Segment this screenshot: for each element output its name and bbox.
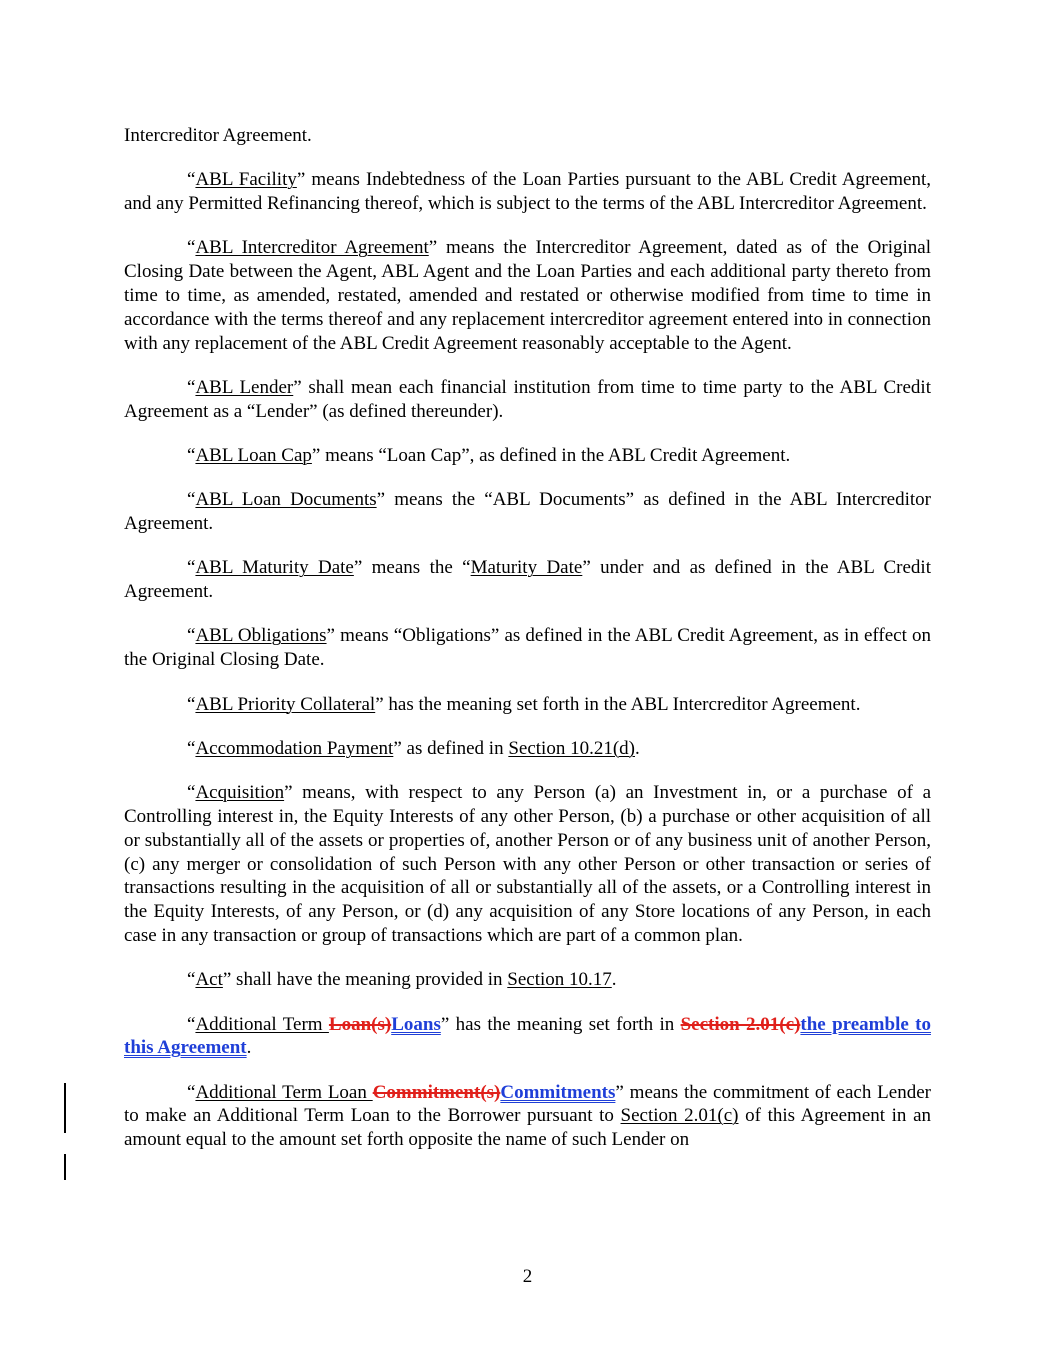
definition-abl-lender: “ABL Lender” shall mean each financial institution from time to time party to the ABL Credit Agreement as a “Lender” (as defined thereunder). [124, 376, 931, 422]
section-reference: Section 2.01(c) [620, 1105, 739, 1127]
defined-term: ABL Priority Collateral [195, 693, 376, 715]
term-reference: Maturity Date [470, 557, 583, 579]
definition-abl-maturity-date: “ABL Maturity Date” means the “Maturity Date” under and as defined in the ABL Credit Agreement. [124, 557, 931, 603]
inserted-text: Commitments [500, 1081, 616, 1103]
defined-term: ABL Maturity Date [195, 557, 354, 579]
inserted-text: Loans [391, 1013, 441, 1035]
section-reference: Section 10.21(d) [508, 737, 635, 759]
definition-abl-loan-documents: “ABL Loan Documents” means the “ABL Documents” as defined in the ABL Intercreditor Agreement. [124, 489, 932, 535]
change-bar [64, 1083, 66, 1133]
defined-term: Additional Term [195, 1013, 329, 1035]
defined-term: ABL Intercreditor Agreement [195, 237, 429, 259]
definition-abl-obligations: “ABL Obligations” means “Obligations” as defined in the ABL Credit Agreement, as in effect on the Original Closing Date. [124, 625, 931, 671]
change-bar [64, 1154, 66, 1180]
deleted-text: Commitment(s) [372, 1081, 501, 1103]
defined-term: ABL Facility [195, 169, 297, 191]
definition-additional-term-loan-commitments: “Additional Term Loan Commitment(s)Commitments” means the commitment of each Lender to make an Additional Term Loan to the Borrower pursuant to Section 2.01(c) of this Agreement in an amount equal to the amount set forth opposite the name of such Lender on [124, 1081, 931, 1151]
inserted-reference: the preamble to this Agreement [124, 1013, 931, 1059]
deleted-section-reference: Section 2.01(c) [680, 1013, 801, 1035]
definition-act: “Act” shall have the meaning provided in Section 10.17. [187, 969, 617, 991]
section-reference: Section 10.17 [507, 969, 612, 991]
defined-term: Accommodation Payment [195, 737, 394, 759]
defined-term: Act [195, 969, 223, 991]
definition-abl-facility: “ABL Facility” means Indebtedness of the Loan Parties pursuant to the ABL Credit Agreement, and any Permitted Refinancing thereof, which is subject to the terms of the ABL Intercreditor Agreement. [124, 169, 931, 215]
defined-term: ABL Lender [195, 376, 294, 398]
document-body [124, 124, 931, 1173]
defined-term: Additional Term Loan [195, 1081, 373, 1103]
defined-term: Acquisition [195, 782, 285, 804]
continuation-text: Intercreditor Agreement. [124, 125, 312, 146]
definition-additional-term-loans: “Additional Term Loan(s)Loans” has the meaning set forth in Section 2.01(c)the preamble to this Agreement. [124, 1013, 931, 1059]
deleted-text: Loan(s) [328, 1013, 392, 1035]
definition-abl-priority-collateral: “ABL Priority Collateral” has the meaning set forth in the ABL Intercreditor Agreement. [187, 693, 861, 715]
defined-term: ABL Loan Documents [195, 489, 377, 511]
defined-term: ABL Obligations [195, 625, 327, 647]
defined-term: ABL Loan Cap [195, 444, 312, 466]
definition-accommodation-payment: “Accommodation Payment” as defined in Section 10.21(d). [187, 737, 640, 759]
page-number: 2 [522, 1266, 533, 1287]
definition-abl-loan-cap: “ABL Loan Cap” means “Loan Cap”, as defined in the ABL Credit Agreement. [187, 444, 791, 466]
definition-acquisition: “Acquisition” means, with respect to any Person (a) an Investment in, or a purchase of a Controlling interest in, the Equity Interests of any other Person, (b) a purchase or other acquisition of all or substantially all of the assets or properties of, another Person or of any business unit of another Person, (c) any merger or consolidation of such Person with any other Person or other transaction or series of transactions resulting in the acquisition of all or substantially all of the assets, or a Controlling interest in the Equity Interests, of any Person, or (d) any acquisition of any Store locations of any Person, in each case in any transaction or group of transactions which are part of a common plan. [124, 782, 931, 946]
definition-abl-intercreditor-agreement: “ABL Intercreditor Agreement” means the Intercreditor Agreement, dated as of the Original Closing Date between the Agent, ABL Agent and the Loan Parties and each additional party thereto from time to time, as amended, restated, amended and restated or otherwise modified from time to time in accordance with the terms thereof and any replacement intercreditor agreement entered into in connection with any replacement of the ABL Credit Agreement reasonably acceptable to the Agent. [124, 237, 931, 354]
